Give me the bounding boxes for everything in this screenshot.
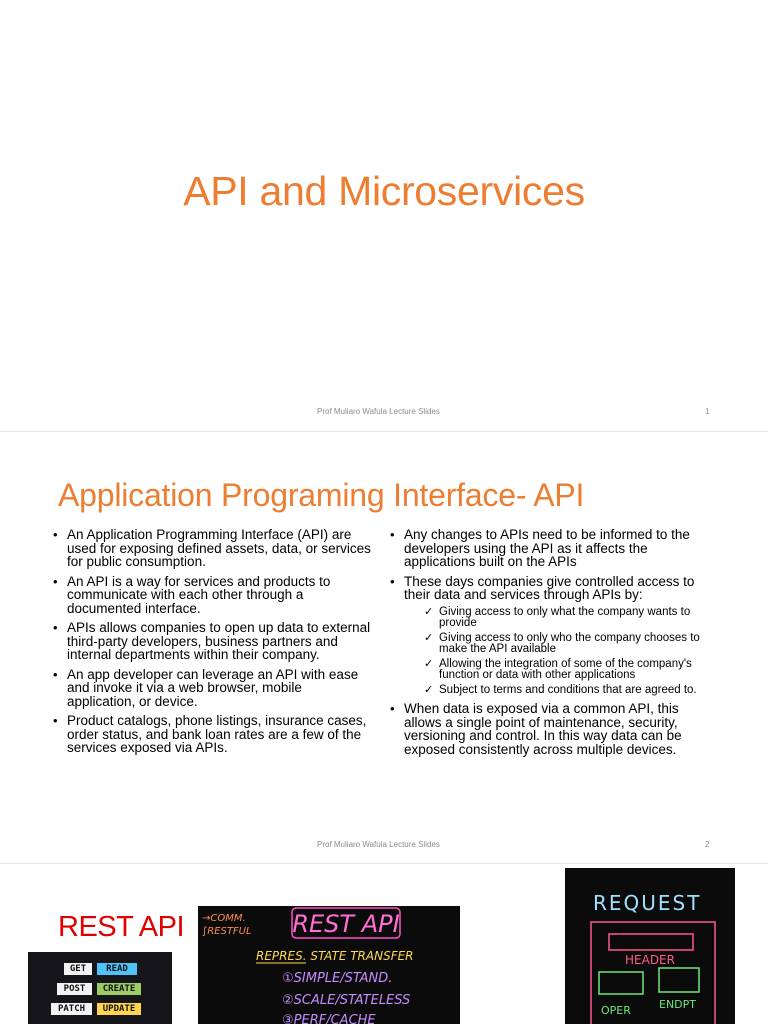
endpt-box [659, 968, 699, 992]
slide-1-footer: Prof Muliaro Wafula Lecture Slides [317, 407, 440, 416]
bullet-item [390, 575, 712, 697]
left-column [53, 528, 371, 761]
bullet-item: • An API is a way for services and products to communicate with each other through a documented interface. [53, 575, 371, 616]
left-bullet-list [53, 528, 371, 755]
bullet-item: • Any changes to APIs need to be informed to the developers using the API as it affects the applications built on the APIs [390, 528, 712, 569]
bullet-item: • An Application Programming Interface (API) are used for exposing defined assets, data, or services for public consumption. [53, 528, 371, 569]
check-item: ✓ Subject to terms and conditions that are agreed to. [424, 685, 712, 697]
bullet-item: • APIs allows companies to open up data to external third-party developers, business partners and internal departments within their company. [53, 621, 371, 662]
http-verbs-image [28, 952, 172, 1024]
check-list [424, 607, 712, 697]
bullet-item: • When data is exposed via a common API, this allows a single point of maintenance, security, versioning and control. In this way data can be exposed consistently across multiple devices. [390, 702, 712, 756]
rest-api-chalkboard-image [198, 906, 460, 1024]
slide-2-page-number: 2 [705, 840, 710, 849]
verb-action: CREATE [97, 983, 141, 995]
check-item: ✓ Giving access to only who the company chooses to make the API available [424, 633, 712, 656]
verb-action: UPDATE [97, 1003, 141, 1015]
slide-2-title: Application Programing Interface- API [58, 477, 585, 513]
board-label: OPER [601, 1004, 631, 1017]
verb-method: PATCH [51, 1003, 92, 1015]
request-chalkboard-image [565, 868, 735, 1024]
verb-method: POST [57, 983, 92, 995]
board-line: ①SIMPLE/STAND. [282, 971, 393, 986]
board-line: ③PERF/CACHE [282, 1013, 376, 1024]
bullet-item: • Product catalogs, phone listings, insurance cases, order status, and bank loan rates are a few of the services exposed via APIs. [53, 714, 371, 755]
right-column [390, 528, 712, 762]
check-item: ✓ Allowing the integration of some of the company's function or data with other applications [424, 659, 712, 682]
header-box [609, 934, 693, 950]
bullet-item: • An app developer can leverage an API with ease and invoke it via a web browser, mobile application, or device. [53, 668, 371, 709]
chalkboard-drawing [198, 906, 460, 1024]
verb-action: READ [97, 963, 137, 975]
slide-1-page-number: 1 [705, 407, 710, 416]
board-line: →COMM. [202, 913, 246, 924]
chalkboard-drawing [565, 868, 735, 1024]
board-title: REQUEST [593, 891, 702, 915]
slide-3 [0, 864, 768, 1024]
bullet-text: These days companies give controlled access to their data and services through APIs by: [404, 573, 695, 602]
verb-method: GET [64, 963, 92, 975]
board-label: HEADER [625, 953, 675, 967]
board-line: ②SCALE/STATELESS [282, 993, 411, 1008]
board-title: REST API [292, 910, 400, 938]
slide-3-title: REST API [58, 911, 185, 943]
slide-2-footer: Prof Muliaro Wafula Lecture Slides [317, 840, 440, 849]
right-bullet-list [390, 528, 712, 756]
slide-1-title: API and Microservices [183, 168, 585, 214]
slide-1 [0, 0, 768, 432]
slide-2 [0, 432, 768, 864]
check-item: ✓ Giving access to only what the company wants to provide [424, 607, 712, 630]
oper-box [599, 972, 643, 994]
board-label: ENDPT [659, 998, 697, 1011]
board-line: REPRES. STATE TRANSFER [256, 949, 414, 963]
board-line: ∫RESTFUL [202, 926, 252, 937]
